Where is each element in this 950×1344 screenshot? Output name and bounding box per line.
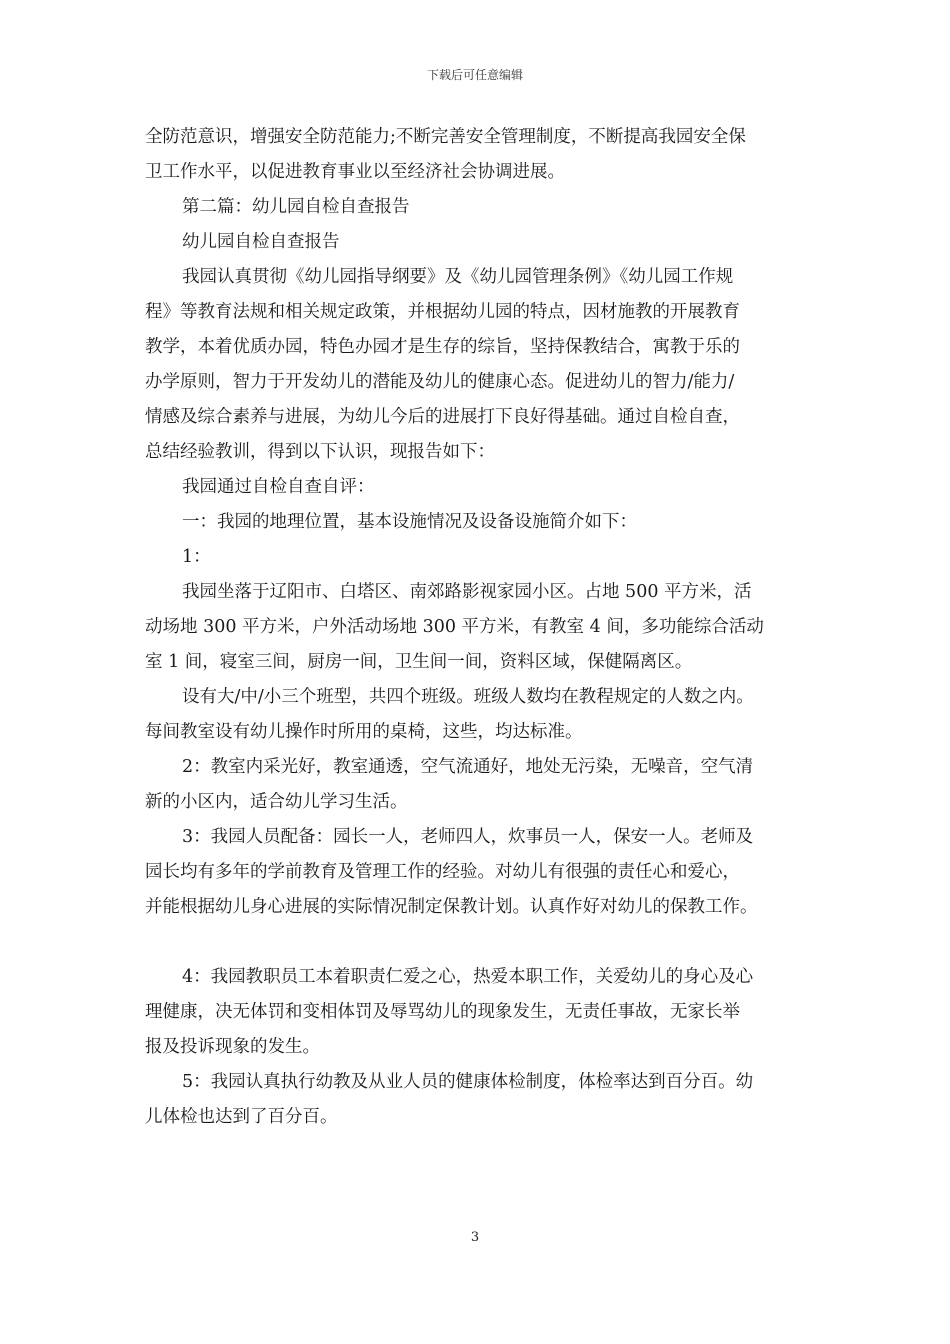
text-line: 2：教室内采光好，教室通透，空气流通好，地处无污染，无噪音，空气清 (182, 757, 754, 777)
text-line: 我园坐落于辽阳市、白塔区、南郊路影视家园小区。占地 500 平方米，活 (182, 582, 752, 602)
text-line: 新的小区内，适合幼儿学习生活。 (145, 792, 408, 812)
text-line: 卫工作水平，以促进教育事业以至经济社会协调进展。 (145, 162, 565, 182)
text-line: 教学，本着优质办园，特色办园才是生存的综旨，坚持保教结合，寓教于乐的 (145, 337, 740, 357)
paragraph-spacer (145, 925, 830, 960)
text-line: 理健康，决无体罚和变相体罚及辱骂幼儿的现象发生，无责任事故，无家长举 (145, 1002, 740, 1022)
text-line: 总结经验教训，得到以下认识，现报告如下： (145, 442, 495, 462)
page-header: 下载后可任意编辑 (426, 68, 523, 82)
text-line: 我园认真贯彻《幼儿园指导纲要》及《幼儿园管理条例》《幼儿园工作规 (182, 267, 734, 287)
text-line: 3：我园人员配备：园长一人，老师四人，炊事员一人，保安一人。老师及 (182, 827, 754, 847)
text-line: 儿体检也达到了百分百。 (145, 1107, 338, 1127)
text-line: 设有大/中/小三个班型，共四个班级。班级人数均在教程规定的人数之内。 (182, 687, 754, 707)
document-body (145, 120, 830, 1135)
page-number: 3 (470, 1230, 480, 1245)
text-line: 动场地 300 平方米，户外活动场地 300 平方米，有教室 4 间，多功能综合活动 (145, 617, 764, 637)
text-line: 一：我园的地理位置，基本设施情况及设备设施简介如下： (182, 512, 637, 532)
text-line: 并能根据幼儿身心进展的实际情况制定保教计划。认真作好对幼儿的保教工作。 (145, 897, 758, 917)
text-line: 室 1 间，寝室三间，厨房一间，卫生间一间，资料区域，保健隔离区。 (145, 652, 693, 672)
text-line: 办学原则，智力于开发幼儿的潜能及幼儿的健康心态。促进幼儿的智力/能力/ (145, 372, 735, 392)
text-line: 报及投诉现象的发生。 (145, 1037, 320, 1057)
text-line: 全防范意识，增强安全防范能力;不断完善安全管理制度，不断提高我园安全保 (145, 127, 746, 147)
document-title: 幼儿园自检自查报告 (182, 232, 340, 252)
text-line: 我园通过自检自查自评： (182, 477, 375, 497)
section-heading: 第二篇：幼儿园自检自查报告 (182, 197, 410, 217)
text-line: 1： (182, 547, 211, 567)
text-line: 程》等教育法规和相关规定政策，并根据幼儿园的特点，因材施教的开展教育 (145, 302, 740, 322)
text-line: 4：我园教职员工本着职责仁爱之心，热爱本职工作，关爱幼儿的身心及心 (182, 967, 754, 987)
text-line: 5：我园认真执行幼教及从业人员的健康体检制度，体检率达到百分百。幼 (182, 1072, 754, 1092)
text-line: 情感及综合素养与进展，为幼儿今后的进展打下良好得基础。通过自检自查， (145, 407, 740, 427)
text-line: 每间教室设有幼儿操作时所用的桌椅，这些，均达标准。 (145, 722, 583, 742)
text-line: 园长均有多年的学前教育及管理工作的经验。对幼儿有很强的责任心和爱心， (145, 862, 740, 882)
